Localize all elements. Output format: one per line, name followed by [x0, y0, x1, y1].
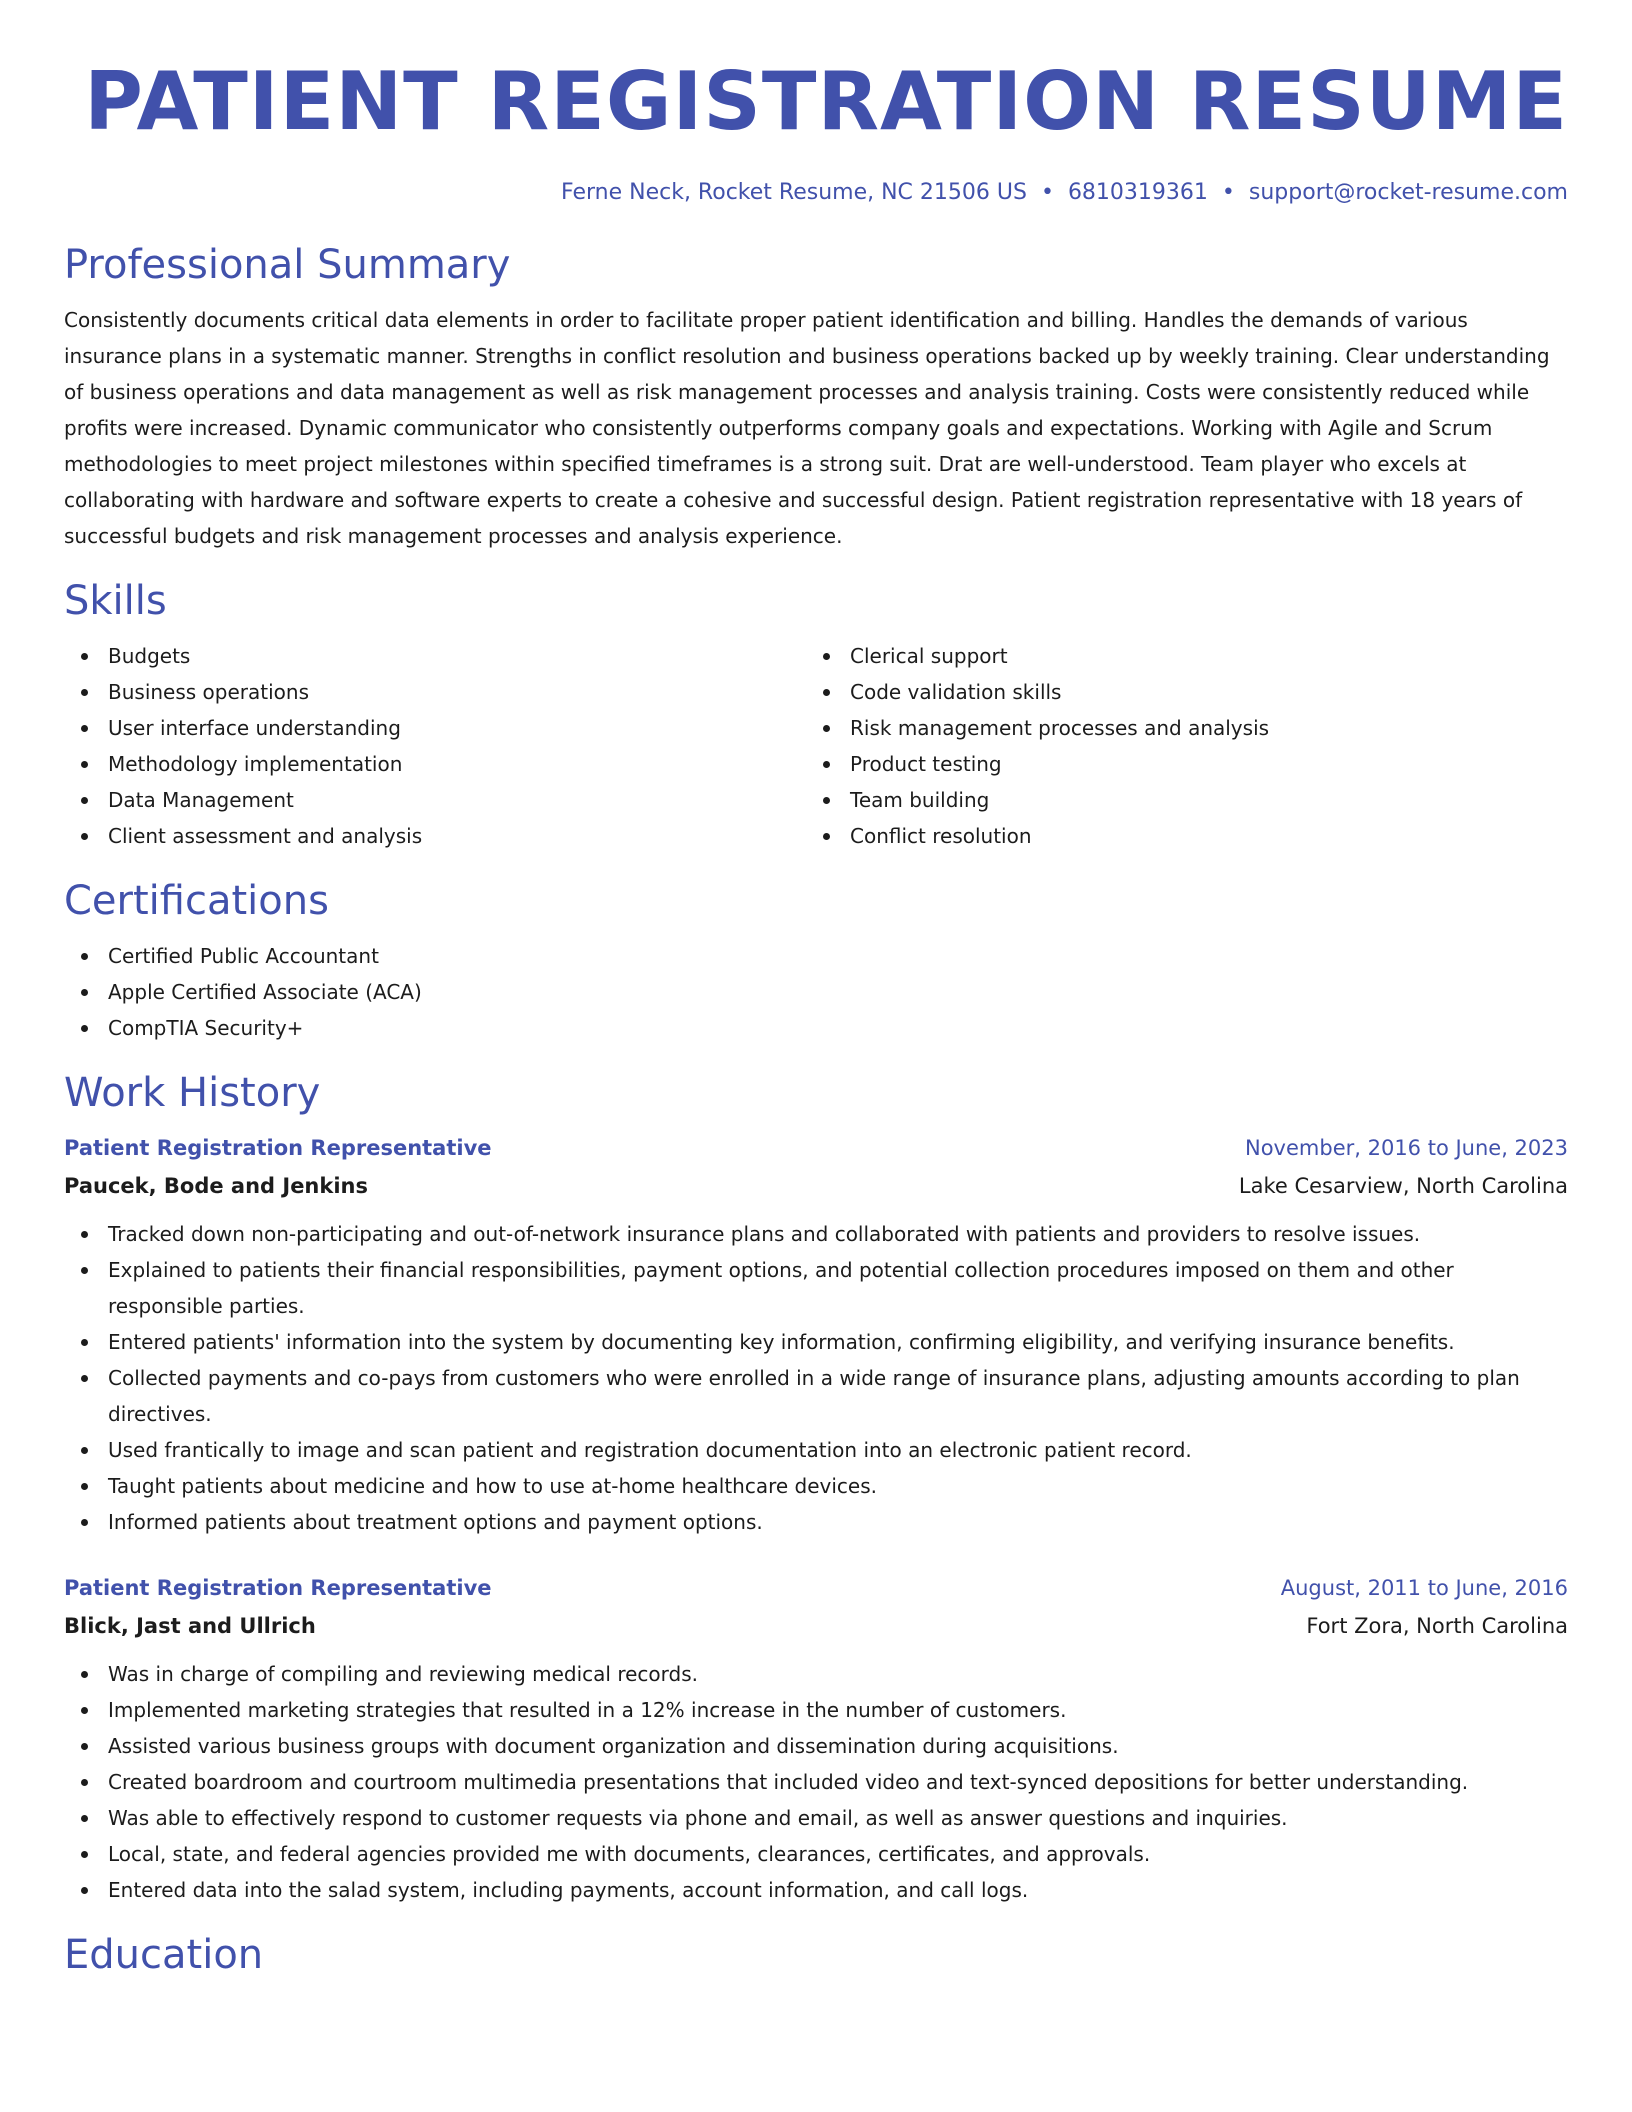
job-company: Paucek, Bode and Jenkins — [64, 1174, 368, 1198]
certifications-heading: Certifications — [64, 878, 329, 924]
skill-item: Clerical support — [806, 638, 1548, 674]
skills-grid — [64, 638, 1568, 854]
skill-item: Client assessment and analysis — [64, 818, 806, 854]
job-header-row — [64, 1130, 1568, 1166]
skill-item: Risk management processes and analysis — [806, 710, 1548, 746]
contact-address: Ferne Neck, Rocket Resume, NC 21506 US — [561, 180, 1027, 205]
job-duty: Explained to patients their financial responsibilities, payment options, and potential collection procedures imposed on them and other responsible parties. — [64, 1252, 1568, 1324]
job-duties-list — [64, 1656, 1568, 1908]
skill-item: Conflict resolution — [806, 818, 1548, 854]
skills-heading: Skills — [64, 578, 167, 624]
job-duty: Taught patients about medicine and how to use at-home healthcare devices. — [64, 1468, 1568, 1504]
job-duty: Entered data into the salad system, including payments, account information, and call logs. — [64, 1872, 1568, 1908]
job-dates: November, 2016 to June, 2023 — [1245, 1136, 1568, 1160]
contact-line — [64, 178, 1568, 208]
contact-email: support@rocket-resume.com — [1248, 180, 1568, 205]
skill-item: User interface understanding — [64, 710, 806, 746]
summary-heading: Professional Summary — [64, 242, 511, 288]
job-duty: Local, state, and federal agencies provided me with documents, clearances, certificates, and approvals. — [64, 1836, 1568, 1872]
job-duties-list — [64, 1216, 1568, 1540]
contact-separator: • — [1040, 180, 1054, 205]
contact-phone: 6810319361 — [1067, 180, 1208, 205]
resume-page — [64, 0, 1568, 1980]
skill-item: Methodology implementation — [64, 746, 806, 782]
job-header-row — [64, 1570, 1568, 1606]
job-title: Patient Registration Representative — [64, 1576, 492, 1600]
skills-list-right — [806, 638, 1548, 854]
job-duty: Entered patients' information into the system by documenting key information, confirming eligibility, and verifying insurance benefits. — [64, 1324, 1568, 1360]
certification-item: Certified Public Accountant — [64, 938, 1568, 974]
job-duty: Used frantically to image and scan patient and registration documentation into an electronic patient record. — [64, 1432, 1568, 1468]
job-location: Fort Zora, North Carolina — [1306, 1614, 1568, 1638]
skill-item: Business operations — [64, 674, 806, 710]
job-duty: Collected payments and co-pays from customers who were enrolled in a wide range of insurance plans, adjusting amounts according to plan directives. — [64, 1360, 1568, 1432]
job-entry — [64, 1130, 1568, 1540]
skill-item: Team building — [806, 782, 1548, 818]
job-duty: Informed patients about treatment options and payment options. — [64, 1504, 1568, 1540]
certification-item: Apple Certified Associate (ACA) — [64, 974, 1568, 1010]
job-duty: Created boardroom and courtroom multimedia presentations that included video and text-synced depositions for better understanding. — [64, 1764, 1568, 1800]
certifications-list — [64, 938, 1568, 1046]
job-duty: Was in charge of compiling and reviewing medical records. — [64, 1656, 1568, 1692]
skill-item: Budgets — [64, 638, 806, 674]
job-duty: Was able to effectively respond to customer requests via phone and email, as well as answer questions and inquiries. — [64, 1800, 1568, 1836]
job-title: Patient Registration Representative — [64, 1136, 492, 1160]
summary-text: Consistently documents critical data elements in order to facilitate proper patient identification and billing. Handles the demands of various insurance plans in a systematic manner. Strengths in conflict resolution and business operations backed up by weekly training. Clear understanding of business operations and data management as well as risk management processes and analysis training. Costs were consistently reduced while profits were increased. Dynamic communicator who consistently outperforms company goals and expectations. Working with Agile and Scrum methodologies to meet project milestones within specified timeframes is a strong suit. Drat are well-understood. Team player who excels at collaborating with hardware and software experts to create a cohesive and successful design. Patient registration representative with 18 years of successful budgets and risk management processes and analysis experience. — [64, 308, 1550, 548]
job-company: Blick, Jast and Ullrich — [64, 1614, 316, 1638]
job-duty: Implemented marketing strategies that resulted in a 12% increase in the number of customers. — [64, 1692, 1568, 1728]
job-company-row — [64, 1166, 1568, 1206]
skills-list-left — [64, 638, 806, 854]
work-history-heading: Work History — [64, 1070, 321, 1116]
job-entry — [64, 1570, 1568, 1908]
skill-item: Product testing — [806, 746, 1548, 782]
certification-item: CompTIA Security+ — [64, 1010, 1568, 1046]
job-duty: Tracked down non-participating and out-of-network insurance plans and collaborated with patients and providers to resolve issues. — [64, 1216, 1568, 1252]
skill-item: Code validation skills — [806, 674, 1548, 710]
job-dates: August, 2011 to June, 2016 — [1280, 1576, 1568, 1600]
skill-item: Data Management — [64, 782, 806, 818]
resume-title: PATIENT REGISTRATION RESUME — [84, 55, 1568, 148]
job-location: Lake Cesarview, North Carolina — [1238, 1174, 1568, 1198]
contact-separator: • — [1221, 180, 1235, 205]
job-duty: Assisted various business groups with document organization and dissemination during acquisitions. — [64, 1728, 1568, 1764]
job-company-row — [64, 1606, 1568, 1646]
education-heading: Education — [64, 1932, 264, 1978]
